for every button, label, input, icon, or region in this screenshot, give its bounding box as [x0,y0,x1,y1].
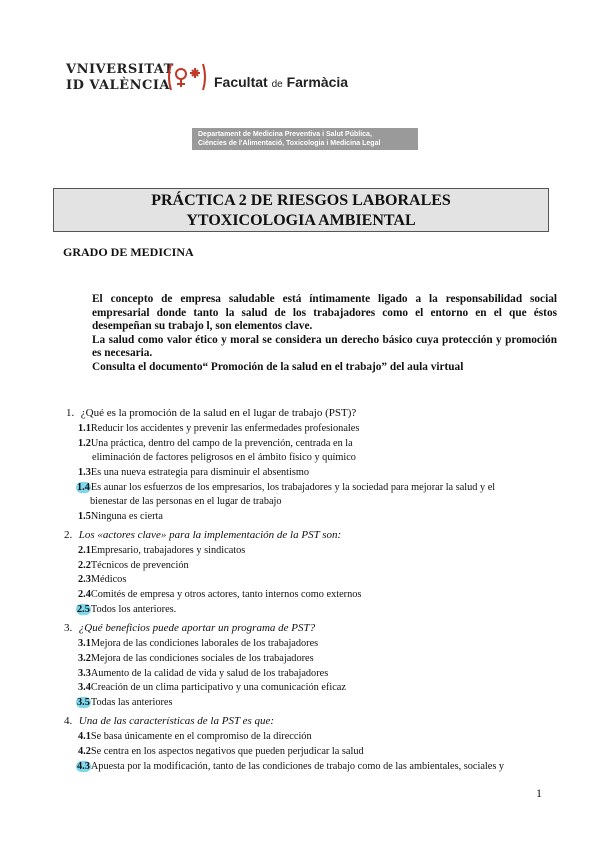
option-1-2[interactable]: 1.2Una práctica, dentro del campo de la prevención, centrada en la [78,438,353,449]
degree-label: GRADO DE MEDICINA [63,245,194,259]
university-name-line2: ID VALÈNCIA [66,78,170,93]
intro-p2: La salud como valor ético y moral se considera un derecho básico cuya protección y promoción es necesaria. [92,333,557,359]
option-4-3-highlighted[interactable]: 4.3Apuesta por la modificación, tanto de las condiciones de trabajo como de las ambientales, sociales y [77,761,505,772]
question-number: 3. [64,622,73,634]
question-4 [64,715,274,728]
option-1-4-cont: bienestar de las personas en el lugar de trabajo [90,496,282,507]
option-4-2[interactable]: 4.2Se centra en los aspectos negativos que pueden perjudicar la salud [78,746,364,757]
option-1-4-highlighted[interactable]: 1.4Es aunar los esfuerzos de los empresarios, los trabajadores y la sociedad para mejorar la salud y el [77,482,496,493]
option-3-5-highlighted[interactable]: 3.5Todas las anteriores [77,697,173,708]
university-emblem-icon [165,60,209,94]
university-logo [66,63,174,92]
option-1-5[interactable]: 1.5Ninguna es cierta [78,511,163,522]
question-text: Los «actores clave» para la implementación de la PST son: [78,529,342,541]
document-title [53,188,549,232]
title-line1: PRÁCTICA 2 DE RIESGOS LABORALES [151,192,451,209]
option-2-3[interactable]: 2.3Médicos [78,574,127,585]
university-name-line1: VNIVERSITAT [66,62,174,77]
option-1-2-cont: eliminación de factores peligrosos en el ámbito físico y químico [92,452,356,463]
intro-p3: Consulta el documento“ Promoción de la salud en el trabajo” del aula virtual [92,360,464,373]
question-number: 4. [64,715,73,727]
question-number: 1. [66,407,75,419]
option-1-1[interactable]: 1.1Reducir los accidentes y prevenir las enfermedades profesionales [78,423,360,434]
faculty-de: de [271,79,283,90]
question-text: ¿Qué es la promoción de la salud en el lugar de trabajo (PST)? [80,407,357,419]
title-line2: YTOXICOLOGIA AMBIENTAL [186,212,416,229]
option-2-5-highlighted[interactable]: 2.5Todos los anteriores. [77,604,177,615]
question-text: ¿Qué beneficios puede aportar un programa de PST? [78,622,316,634]
question-text: Una de las características de la PST es que: [78,715,275,727]
option-3-4[interactable]: 3.4Creación de un clima participativo y una comunicación eficaz [78,682,346,693]
question-3 [64,622,315,635]
faculty-prefix: Facultat [214,74,268,90]
department-line2: Ciències de l'Alimentació, Toxicologia i Medicina Legal [198,140,381,147]
faculty-logo [214,74,348,90]
question-2 [64,529,341,542]
option-2-1[interactable]: 2.1Empresario, trabajadores y sindicatos [78,545,246,556]
intro-paragraph [92,293,557,374]
option-3-2[interactable]: 3.2Mejora de las condiciones sociales de los trabajadores [78,653,314,664]
faculty-name: Farmàcia [286,74,349,90]
page-number: 1 [536,786,542,800]
option-1-3[interactable]: 1.3Es una nueva estrategia para disminuir el absentismo [78,467,310,478]
option-2-2[interactable]: 2.2Técnicos de prevención [78,560,189,571]
question-1 [66,407,356,420]
question-number: 2. [64,529,73,541]
option-3-1[interactable]: 3.1Mejora de las condiciones laborales de los trabajadores [78,638,319,649]
intro-p1: El concepto de empresa saludable está íntimamente ligado a la responsabilidad social empresarial donde tanto la salud de los trabajadores como el entorno en el que éstos desempeñan su trabajo l, son elementos clave. [92,293,557,332]
option-4-1[interactable]: 4.1Se basa únicamente en el compromiso de la dirección [78,731,312,742]
option-2-4[interactable]: 2.4Comités de empresa y otros actores, tanto internos como externos [78,589,362,600]
option-3-3[interactable]: 3.3Aumento de la calidad de vida y salud de los trabajadores [78,668,329,679]
department-line1: Departament de Medicina Preventiva i Salut Pública, [198,131,372,138]
department-banner [192,128,418,150]
